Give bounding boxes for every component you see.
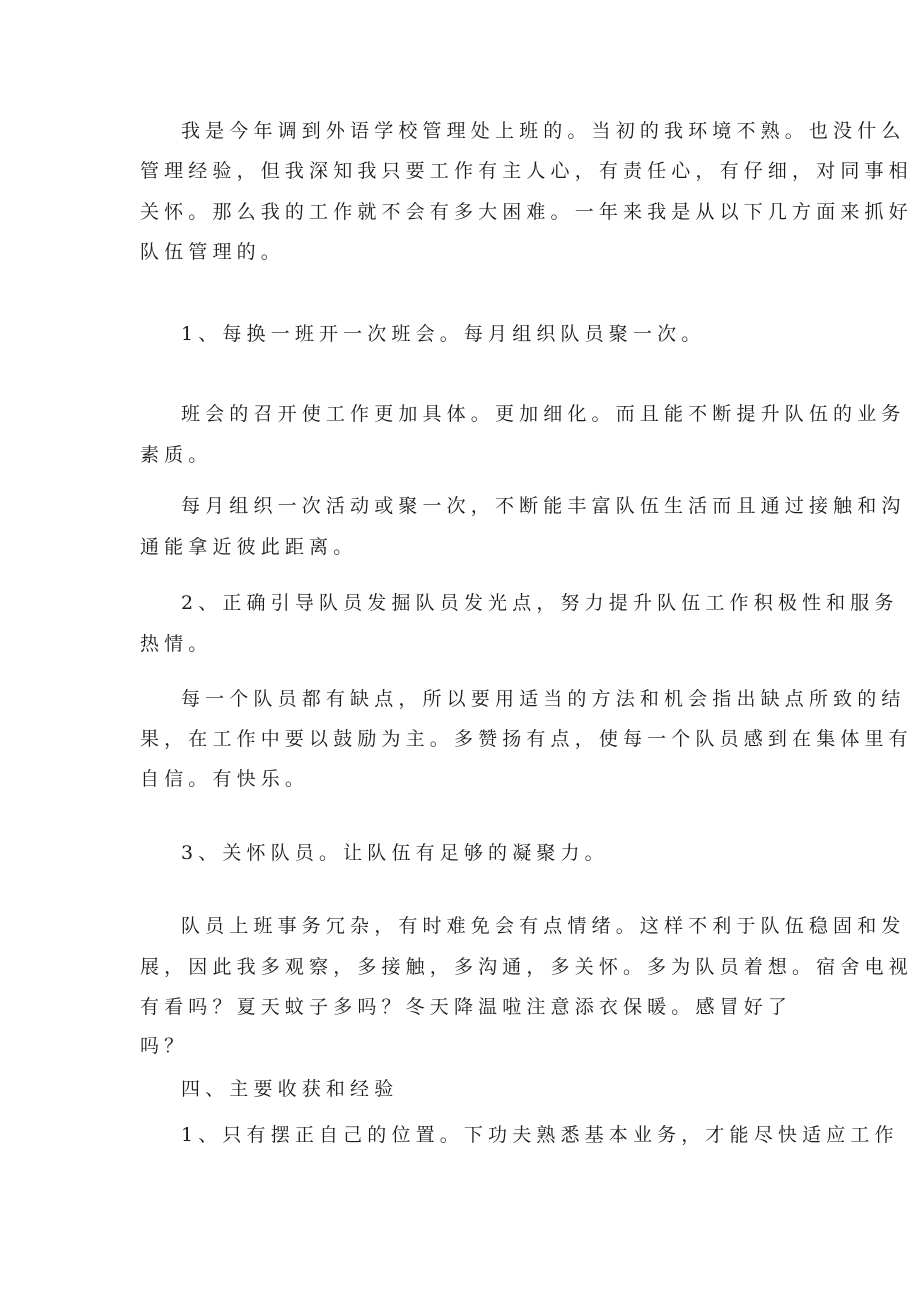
paragraph-line: 我是今年调到外语学校管理处上班的。当初的我环境不熟。也没什么 bbox=[181, 120, 906, 142]
list-item-heading: 1、只有摆正自己的位置。下功夫熟悉基本业务，才能尽快适应工作 bbox=[181, 1124, 899, 1146]
paragraph-line: 素质。 bbox=[140, 444, 213, 466]
list-item-heading: 2、正确引导队员发掘队员发光点，努力提升队伍工作积极性和服务 bbox=[181, 592, 899, 614]
paragraph-line: 队伍管理的。 bbox=[140, 241, 285, 263]
list-item-heading: 3、关怀队员。让队伍有足够的凝聚力。 bbox=[181, 842, 609, 864]
paragraph-line: 有看吗？夏天蚊子多吗？冬天降温啦注意添衣保暖。感冒好了 bbox=[140, 996, 793, 1018]
paragraph-line: 热情。 bbox=[140, 633, 213, 655]
paragraph-line: 管理经验，但我深知我只要工作有主人心，有责任心，有仔细，对同事相 bbox=[140, 160, 913, 182]
paragraph-line: 展，因此我多观察，多接触，多沟通，多关怀。多为队员着想。宿舍电视 bbox=[140, 956, 913, 978]
section-heading: 四、主要收获和经验 bbox=[181, 1078, 399, 1100]
paragraph-line: 每一个队员都有缺点，所以要用适当的方法和机会指出缺点所致的结 bbox=[181, 688, 906, 710]
paragraph-line: 果，在工作中要以鼓励为主。多赞扬有点，使每一个队员感到在集体里有 bbox=[140, 728, 913, 750]
paragraph-line: 自信。有快乐。 bbox=[140, 768, 310, 790]
paragraph-line: 队员上班事务冗杂，有时难免会有点情绪。这样不利于队伍稳固和发 bbox=[181, 915, 906, 937]
paragraph-line: 每月组织一次活动或聚一次，不断能丰富队伍生活而且通过接触和沟 bbox=[181, 495, 906, 517]
paragraph-line: 吗？ bbox=[140, 1035, 189, 1057]
paragraph-line: 班会的召开使工作更加具体。更加细化。而且能不断提升队伍的业务 bbox=[181, 403, 906, 425]
paragraph-line: 通能拿近彼此距离。 bbox=[140, 536, 358, 558]
list-item-heading: 1、每换一班开一次班会。每月组织队员聚一次。 bbox=[181, 323, 706, 345]
paragraph-line: 关怀。那么我的工作就不会有多大困难。一年来我是从以下几方面来抓好 bbox=[140, 201, 913, 223]
